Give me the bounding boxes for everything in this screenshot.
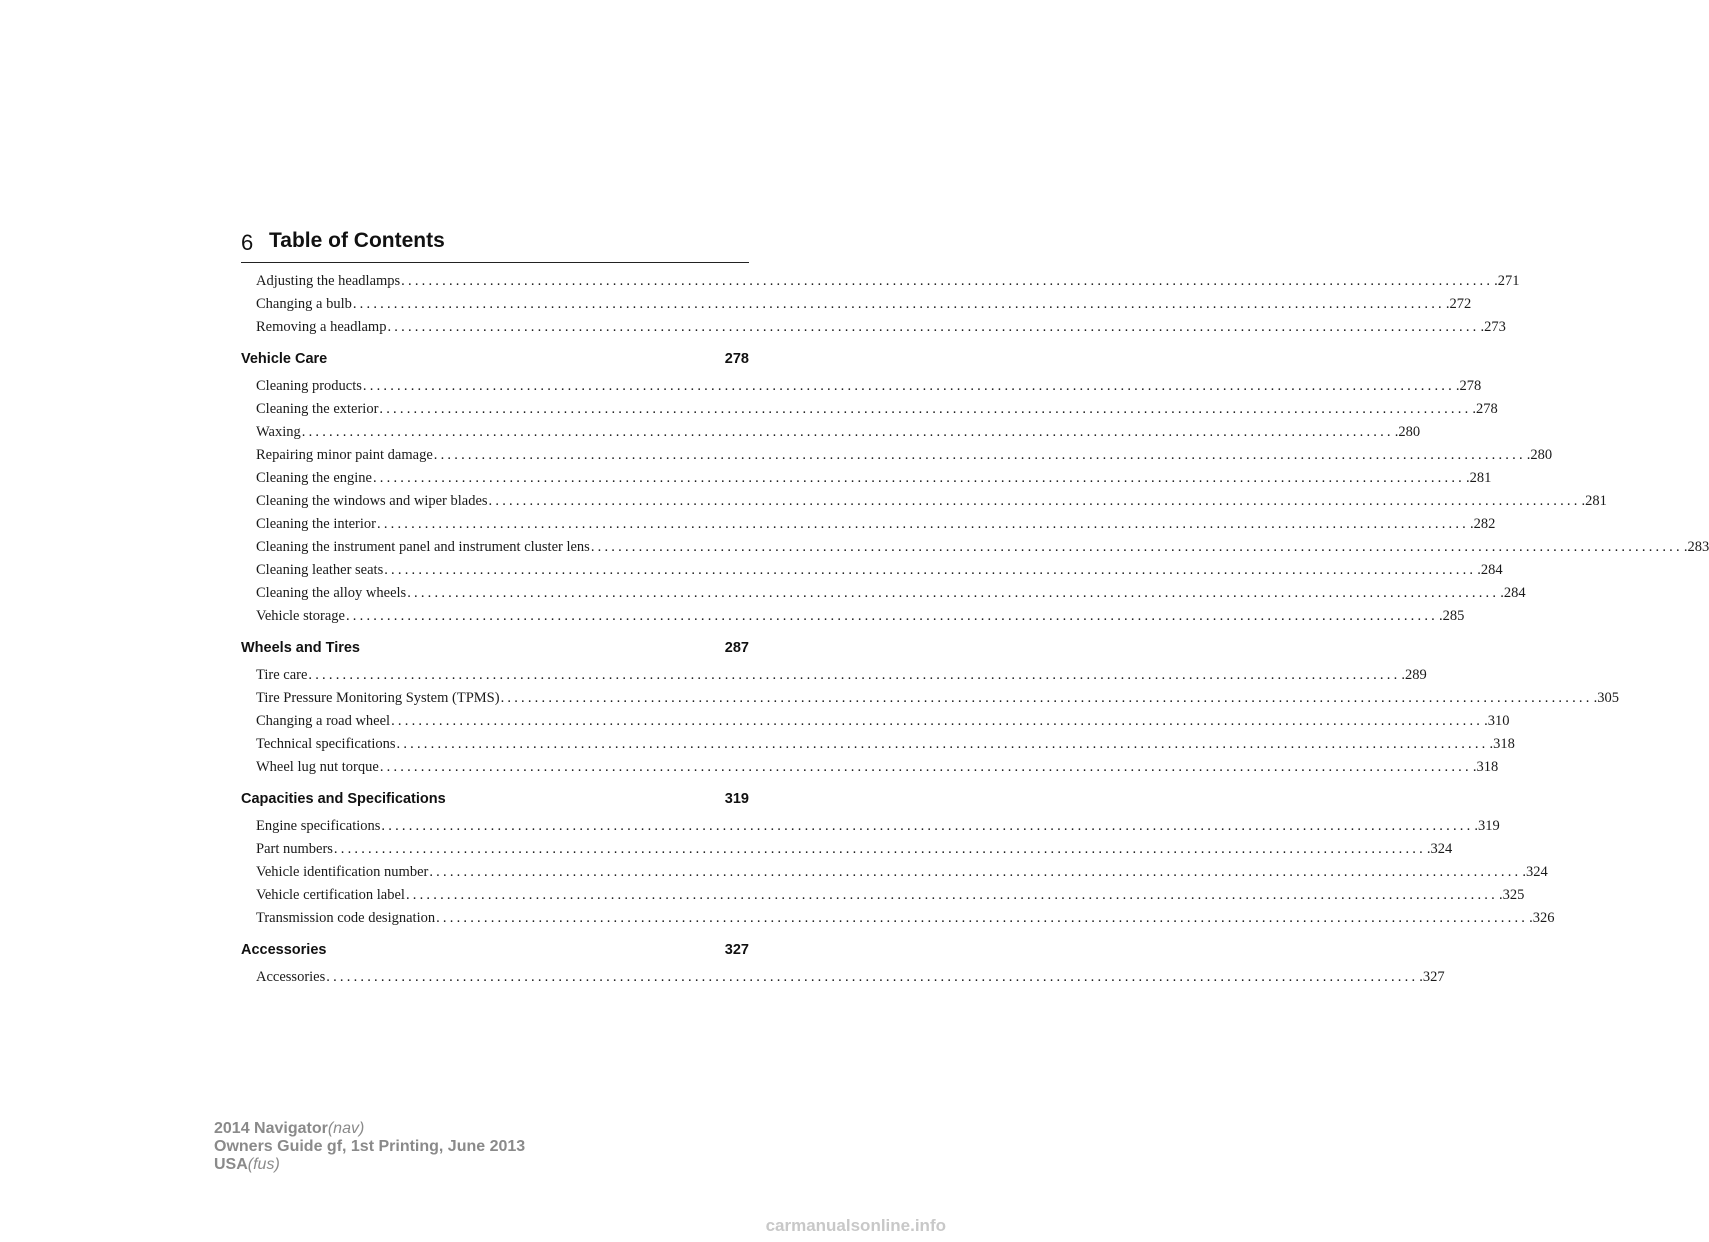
toc-section-label: Vehicle Care bbox=[241, 351, 328, 367]
toc-leader-dots: ................................................................................................................................................................ bbox=[352, 296, 1445, 312]
toc-section-label: Capacities and Specifications bbox=[241, 791, 446, 807]
watermark-link[interactable]: carmanualsonline.info bbox=[765, 1216, 946, 1235]
toc-leader-dots: ................................................................................................................................................................ bbox=[429, 864, 1522, 880]
toc-leader-dots: ................................................................................................................................................................ bbox=[590, 539, 1683, 555]
toc-entry-label: Repairing minor paint damage bbox=[256, 447, 433, 463]
toc-leader-dots: ................................................................................................................................................................ bbox=[391, 713, 1484, 729]
toc-leader-dots: ................................................................................................................................................................ bbox=[488, 493, 1581, 509]
toc-entry[interactable] bbox=[241, 664, 1427, 687]
footer-region-code: (fus) bbox=[247, 1156, 280, 1173]
footer-line-2: Owners Guide gf, 1st Printing, June 2013 bbox=[214, 1138, 526, 1155]
footer-model: 2014 Navigator bbox=[214, 1120, 328, 1137]
toc-entry-label: Accessories bbox=[256, 969, 326, 985]
toc-entry-label: Cleaning the interior bbox=[256, 516, 376, 532]
toc-entry-page: .278 bbox=[1472, 401, 1498, 417]
toc-entry-label: Cleaning the exterior bbox=[256, 401, 379, 417]
toc-entry-page: .324 bbox=[1522, 864, 1548, 880]
toc-leader-dots: ................................................................................................................................................................ bbox=[387, 319, 1480, 335]
toc-entry[interactable] bbox=[241, 421, 1421, 444]
toc-section-heading[interactable] bbox=[241, 939, 749, 962]
toc-entry-page: .283 bbox=[1683, 539, 1709, 555]
toc-entry-label: Cleaning the windows and wiper blades bbox=[256, 493, 488, 509]
toc-leader-dots: ................................................................................................................................................................ bbox=[379, 759, 1472, 775]
toc-entry-page: .289 bbox=[1401, 667, 1427, 683]
toc-leader-dots: ................................................................................................................................................................ bbox=[377, 516, 1469, 532]
page-title: Table of Contents bbox=[269, 229, 445, 252]
toc-leader-dots: ................................................................................................................................................................ bbox=[500, 690, 1593, 706]
toc-entry[interactable] bbox=[241, 582, 1526, 605]
toc-entry-page: .281 bbox=[1581, 493, 1607, 509]
toc-entry[interactable] bbox=[241, 884, 1525, 907]
toc-leader-dots: ................................................................................................................................................................ bbox=[372, 470, 1465, 486]
footer-line-1 bbox=[214, 1120, 525, 1138]
toc-entry[interactable] bbox=[241, 398, 1498, 421]
toc-entry[interactable] bbox=[241, 756, 1499, 779]
toc-entry-page: .324 bbox=[1426, 841, 1453, 857]
toc-entry-label: Removing a headlamp bbox=[256, 319, 387, 335]
toc-section-label: Accessories bbox=[241, 942, 327, 958]
toc-entry-label: Vehicle identification number bbox=[256, 864, 429, 880]
toc-entry-page: .272 bbox=[1445, 296, 1472, 312]
toc-entry-label: Changing a bulb bbox=[256, 296, 352, 312]
toc-entry-page: .280 bbox=[1394, 424, 1421, 440]
toc-entry[interactable] bbox=[241, 513, 1496, 536]
toc-entry-page: .319 bbox=[1474, 818, 1500, 834]
toc-entry-page: .271 bbox=[1494, 273, 1520, 289]
toc-entry-page: .318 bbox=[1489, 736, 1515, 752]
toc-leader-dots: ................................................................................................................................................................ bbox=[396, 736, 1489, 752]
toc-entry[interactable] bbox=[241, 838, 1453, 861]
toc-leader-dots: ................................................................................................................................................................ bbox=[326, 969, 1419, 985]
toc-entry-label: Transmission code designation bbox=[256, 910, 436, 926]
toc-entry[interactable] bbox=[241, 966, 1445, 989]
toc-entry[interactable] bbox=[241, 861, 1548, 884]
page-number: 6 bbox=[241, 230, 254, 255]
toc-entry[interactable] bbox=[241, 467, 1492, 490]
footer-model-code: (nav) bbox=[327, 1120, 365, 1137]
page-header bbox=[241, 228, 749, 263]
toc-section-page: 287 bbox=[724, 640, 749, 656]
toc-entry[interactable] bbox=[241, 490, 1607, 513]
toc-leader-dots: ................................................................................................................................................................ bbox=[362, 378, 1455, 394]
toc-entry[interactable] bbox=[241, 270, 1520, 293]
toc-entry[interactable] bbox=[241, 710, 1510, 733]
toc-entry-label: Engine specifications bbox=[256, 818, 381, 834]
toc-leader-dots: ................................................................................................................................................................ bbox=[301, 424, 1394, 440]
toc-leader-dots: ................................................................................................................................................................ bbox=[401, 273, 1494, 289]
toc-entry-label: Adjusting the headlamps bbox=[256, 273, 401, 289]
footer-region: USA bbox=[214, 1156, 248, 1173]
toc-entry[interactable] bbox=[241, 375, 1482, 398]
toc-section-heading[interactable] bbox=[241, 637, 749, 660]
toc-leader-dots: ................................................................................................................................................................ bbox=[379, 401, 1472, 417]
toc-entry[interactable] bbox=[241, 907, 1555, 930]
toc-entry[interactable] bbox=[241, 733, 1515, 756]
toc-entry-label: Waxing bbox=[256, 424, 301, 440]
toc-leader-dots: ................................................................................................................................................................ bbox=[405, 887, 1498, 903]
toc-leader-dots: ................................................................................................................................................................ bbox=[384, 562, 1477, 578]
toc-entry[interactable] bbox=[241, 293, 1472, 316]
toc-entry-page: .273 bbox=[1480, 319, 1506, 335]
toc-entry-page: .326 bbox=[1529, 910, 1555, 926]
toc-leader-dots: ................................................................................................................................................................ bbox=[333, 841, 1426, 857]
toc-entry[interactable] bbox=[241, 687, 1619, 710]
toc-section-page: 278 bbox=[724, 351, 749, 367]
toc-entry[interactable] bbox=[241, 605, 1465, 628]
toc-section-heading[interactable] bbox=[241, 348, 749, 371]
toc-leader-dots: ................................................................................................................................................................ bbox=[436, 910, 1529, 926]
toc-leader-dots: ................................................................................................................................................................ bbox=[407, 585, 1500, 601]
toc-entry-label: Cleaning the alloy wheels bbox=[256, 585, 407, 601]
toc-entry-label: Part numbers bbox=[256, 841, 333, 857]
toc-leader-dots: ................................................................................................................................................................ bbox=[381, 818, 1474, 834]
toc-entry-page: .281 bbox=[1465, 470, 1492, 486]
toc-entry-page: .284 bbox=[1500, 585, 1526, 601]
toc-leader-dots: ................................................................................................................................................................ bbox=[345, 608, 1438, 624]
toc-section-label: Wheels and Tires bbox=[241, 640, 360, 656]
toc-entry-page: .284 bbox=[1477, 562, 1503, 578]
toc-leader-dots: ................................................................................................................................................................ bbox=[308, 667, 1401, 683]
footer bbox=[214, 1120, 525, 1174]
toc-section-page: 327 bbox=[724, 942, 749, 958]
toc-entry-label: Vehicle certification label bbox=[256, 887, 405, 903]
table-of-contents bbox=[241, 270, 1709, 989]
toc-entry-label: Tire Pressure Monitoring System (TPMS) bbox=[256, 690, 500, 706]
toc-entry-page: .318 bbox=[1472, 759, 1499, 775]
toc-entry-label: Tire care bbox=[256, 667, 308, 683]
toc-entry[interactable] bbox=[241, 815, 1500, 838]
toc-section-heading[interactable] bbox=[241, 788, 749, 811]
toc-entry-page: .285 bbox=[1438, 608, 1465, 624]
toc-entry-page: .280 bbox=[1526, 447, 1553, 463]
toc-entry-page: .327 bbox=[1419, 969, 1445, 985]
toc-entry-page: .310 bbox=[1484, 713, 1510, 729]
toc-entry-label: Cleaning leather seats bbox=[256, 562, 384, 578]
toc-entry-page: .305 bbox=[1593, 690, 1619, 706]
toc-entry-label: Cleaning the engine bbox=[256, 470, 372, 486]
toc-entry-label: Technical specifications bbox=[256, 736, 396, 752]
toc-entry[interactable] bbox=[241, 536, 1709, 559]
toc-entry-page: .325 bbox=[1498, 887, 1525, 903]
toc-leader-dots: ................................................................................................................................................................ bbox=[433, 447, 1526, 463]
toc-entry[interactable] bbox=[241, 316, 1506, 339]
toc-entry-label: Cleaning the instrument panel and instrument cluster lens bbox=[256, 539, 590, 555]
toc-entry-label: Cleaning products bbox=[256, 378, 362, 394]
toc-entry[interactable] bbox=[241, 444, 1553, 467]
toc-entry-label: Changing a road wheel bbox=[256, 713, 391, 729]
footer-line-3 bbox=[214, 1156, 525, 1174]
toc-entry[interactable] bbox=[241, 559, 1503, 582]
toc-entry-page: .282 bbox=[1470, 516, 1496, 532]
toc-entry-page: .278 bbox=[1455, 378, 1482, 394]
toc-entry-label: Vehicle storage bbox=[256, 608, 345, 624]
toc-entry-label: Wheel lug nut torque bbox=[256, 759, 379, 775]
toc-section-page: 319 bbox=[724, 791, 749, 807]
